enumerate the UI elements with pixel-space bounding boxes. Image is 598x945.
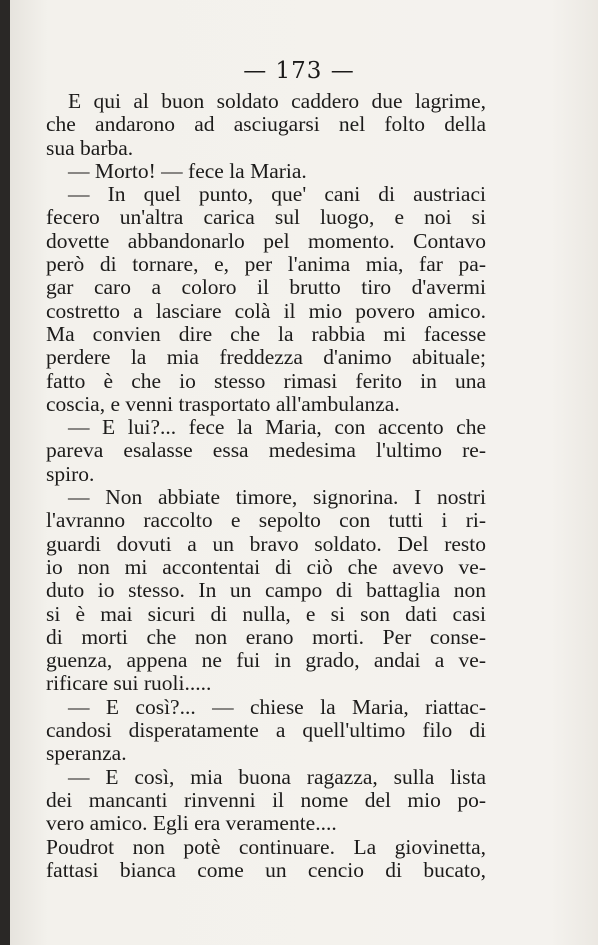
page-number: — 173 — <box>243 58 355 84</box>
text-line: fatto è che io stesso rimasi ferito in una <box>46 369 486 393</box>
text-line: sua barba. <box>46 136 134 160</box>
text-line: vero amico. Egli era veramente.... <box>46 812 337 836</box>
text-line: che andarono ad asciugarsi nel folto della <box>46 113 486 137</box>
text-line: — Non abbiate timore, signorina. I nostri <box>68 486 486 510</box>
text-line: l'avranno raccolto e sepolto con tutti i ri- <box>46 509 486 533</box>
text-line: rificare sui ruoli..... <box>46 672 212 696</box>
text-line: perdere la mia freddezza d'animo abituale; <box>46 346 486 370</box>
text-line: spiro. <box>46 462 95 486</box>
text-line: candosi disperatamente a quell'ultimo filo di <box>46 719 486 743</box>
text-line: guardi dovuti a un bravo soldato. Del resto <box>46 532 486 556</box>
text-line: costretto a lasciare colà il mio povero amico. <box>46 299 486 323</box>
text-line: però di tornare, e, per l'anima mia, far pa- <box>46 253 486 277</box>
text-line: — E così?... — chiese la Maria, riattac- <box>68 695 486 719</box>
text-line: io non mi accontentai di ciò che avevo ve- <box>46 555 486 579</box>
text-line: duto io stesso. In un campo di battaglia non <box>46 579 486 603</box>
text-line: Ma convien dire che la rabbia mi facesse <box>46 322 486 346</box>
text-line: — E lui?... fece la Maria, con accento che <box>68 416 486 440</box>
text-line: — Morto! — fece la Maria. <box>68 159 307 183</box>
body-text <box>46 90 486 882</box>
text-line: — In quel punto, que' cani di austriaci <box>68 183 486 207</box>
text-line: E qui al buon soldato caddero due lagrime, <box>68 90 486 113</box>
text-line: di morti che non erano morti. Per conse- <box>46 625 486 649</box>
text-line: coscia, e venni trasportato all'ambulanza. <box>46 392 400 416</box>
text-line: si è mai sicuri di nulla, e si son dati casi <box>46 602 486 626</box>
text-line: guenza, appena ne fui in grado, andai a ve- <box>46 649 486 673</box>
text-line: — E così, mia buona ragazza, sulla lista <box>68 765 486 789</box>
text-line: fattasi bianca come un cencio di bucato, <box>46 858 486 882</box>
text-line: dovette abbandonarlo pel momento. Contavo <box>46 229 486 253</box>
text-line: gar caro a coloro il brutto tiro d'avermi <box>46 276 486 300</box>
book-spine-edge <box>0 0 10 945</box>
text-line: pareva esalasse essa medesima l'ultimo re- <box>46 439 486 463</box>
text-line: fecero un'altra carica sul luogo, e noi si <box>46 206 486 230</box>
text-line: Poudrot non potè continuare. La giovinetta, <box>46 835 486 859</box>
text-line: dei mancanti rinvenni il nome del mio po- <box>46 788 486 812</box>
text-line: speranza. <box>46 742 127 766</box>
